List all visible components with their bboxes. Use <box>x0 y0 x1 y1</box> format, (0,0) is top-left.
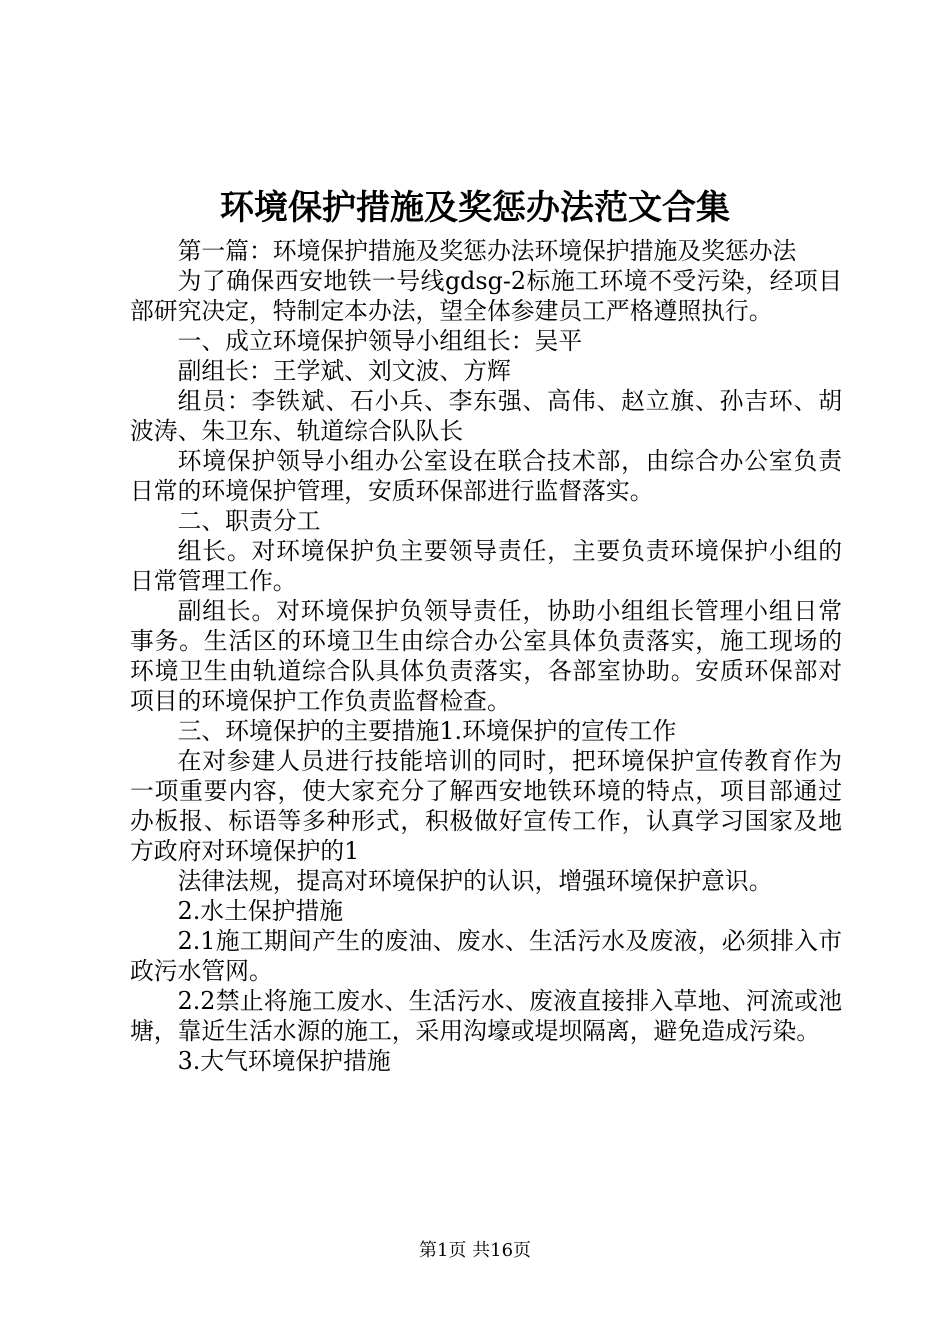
paragraph: 法律法规，提高对环境保护的认识，增强环境保护意识。 <box>177 867 773 895</box>
paragraph: 组员：李铁斌、石小兵、李东强、高伟、赵立旗、孙吉环、胡波涛、朱卫东、轨道综合队队长 <box>130 387 842 445</box>
document-title: 环境保护措施及奖惩办法范文合集 <box>220 188 730 228</box>
page-footer: 第1页 共16页 <box>418 1240 532 1261</box>
paragraph: 副组长。对环境保护负领导责任，协助小组组长管理小组日常事务。生活区的环境卫生由综合办公室具体负责落实，施工现场的环境卫生由轨道综合队具体负责落实，各部室协助。安质环保部对项目的环境保护工作负责监督检查。 <box>130 597 842 715</box>
paragraph: 为了确保西安地铁一号线gdsg-2标施工环境不受污染，经项目部研究决定，特制定本办法，望全体参建员工严格遵照执行。 <box>130 267 842 325</box>
paragraph: 第一篇：环境保护措施及奖惩办法环境保护措施及奖惩办法 <box>177 237 797 265</box>
paragraph: 3.大气环境保护措施 <box>177 1047 391 1075</box>
paragraph: 2.水土保护措施 <box>177 897 344 925</box>
paragraph: 组长。对环境保护负主要领导责任，主要负责环境保护小组的日常管理工作。 <box>130 537 842 595</box>
paragraph: 副组长：王学斌、刘文波、方辉 <box>177 357 511 385</box>
paragraph: 2.1施工期间产生的废油、废水、生活污水及废液，必须排入市政污水管网。 <box>130 927 842 985</box>
document-body <box>130 236 842 1076</box>
paragraph: 2.2禁止将施工废水、生活污水、废液直接排入草地、河流或池塘，靠近生活水源的施工，采用沟壕或堤坝隔离，避免造成污染。 <box>130 987 842 1045</box>
paragraph: 环境保护领导小组办公室设在联合技术部，由综合办公室负责日常的环境保护管理，安质环保部进行监督落实。 <box>130 447 842 505</box>
paragraph: 在对参建人员进行技能培训的同时，把环境保护宣传教育作为一项重要内容，使大家充分了解西安地铁环境的特点，项目部通过办板报、标语等多种形式，积极做好宣传工作，认真学习国家及地方政府对环境保护的1 <box>130 747 842 865</box>
paragraph: 二、职责分工 <box>177 507 321 535</box>
paragraph: 三、环境保护的主要措施1.环境保护的宣传工作 <box>177 717 677 745</box>
paragraph: 一、成立环境保护领导小组组长：吴平 <box>177 327 583 355</box>
